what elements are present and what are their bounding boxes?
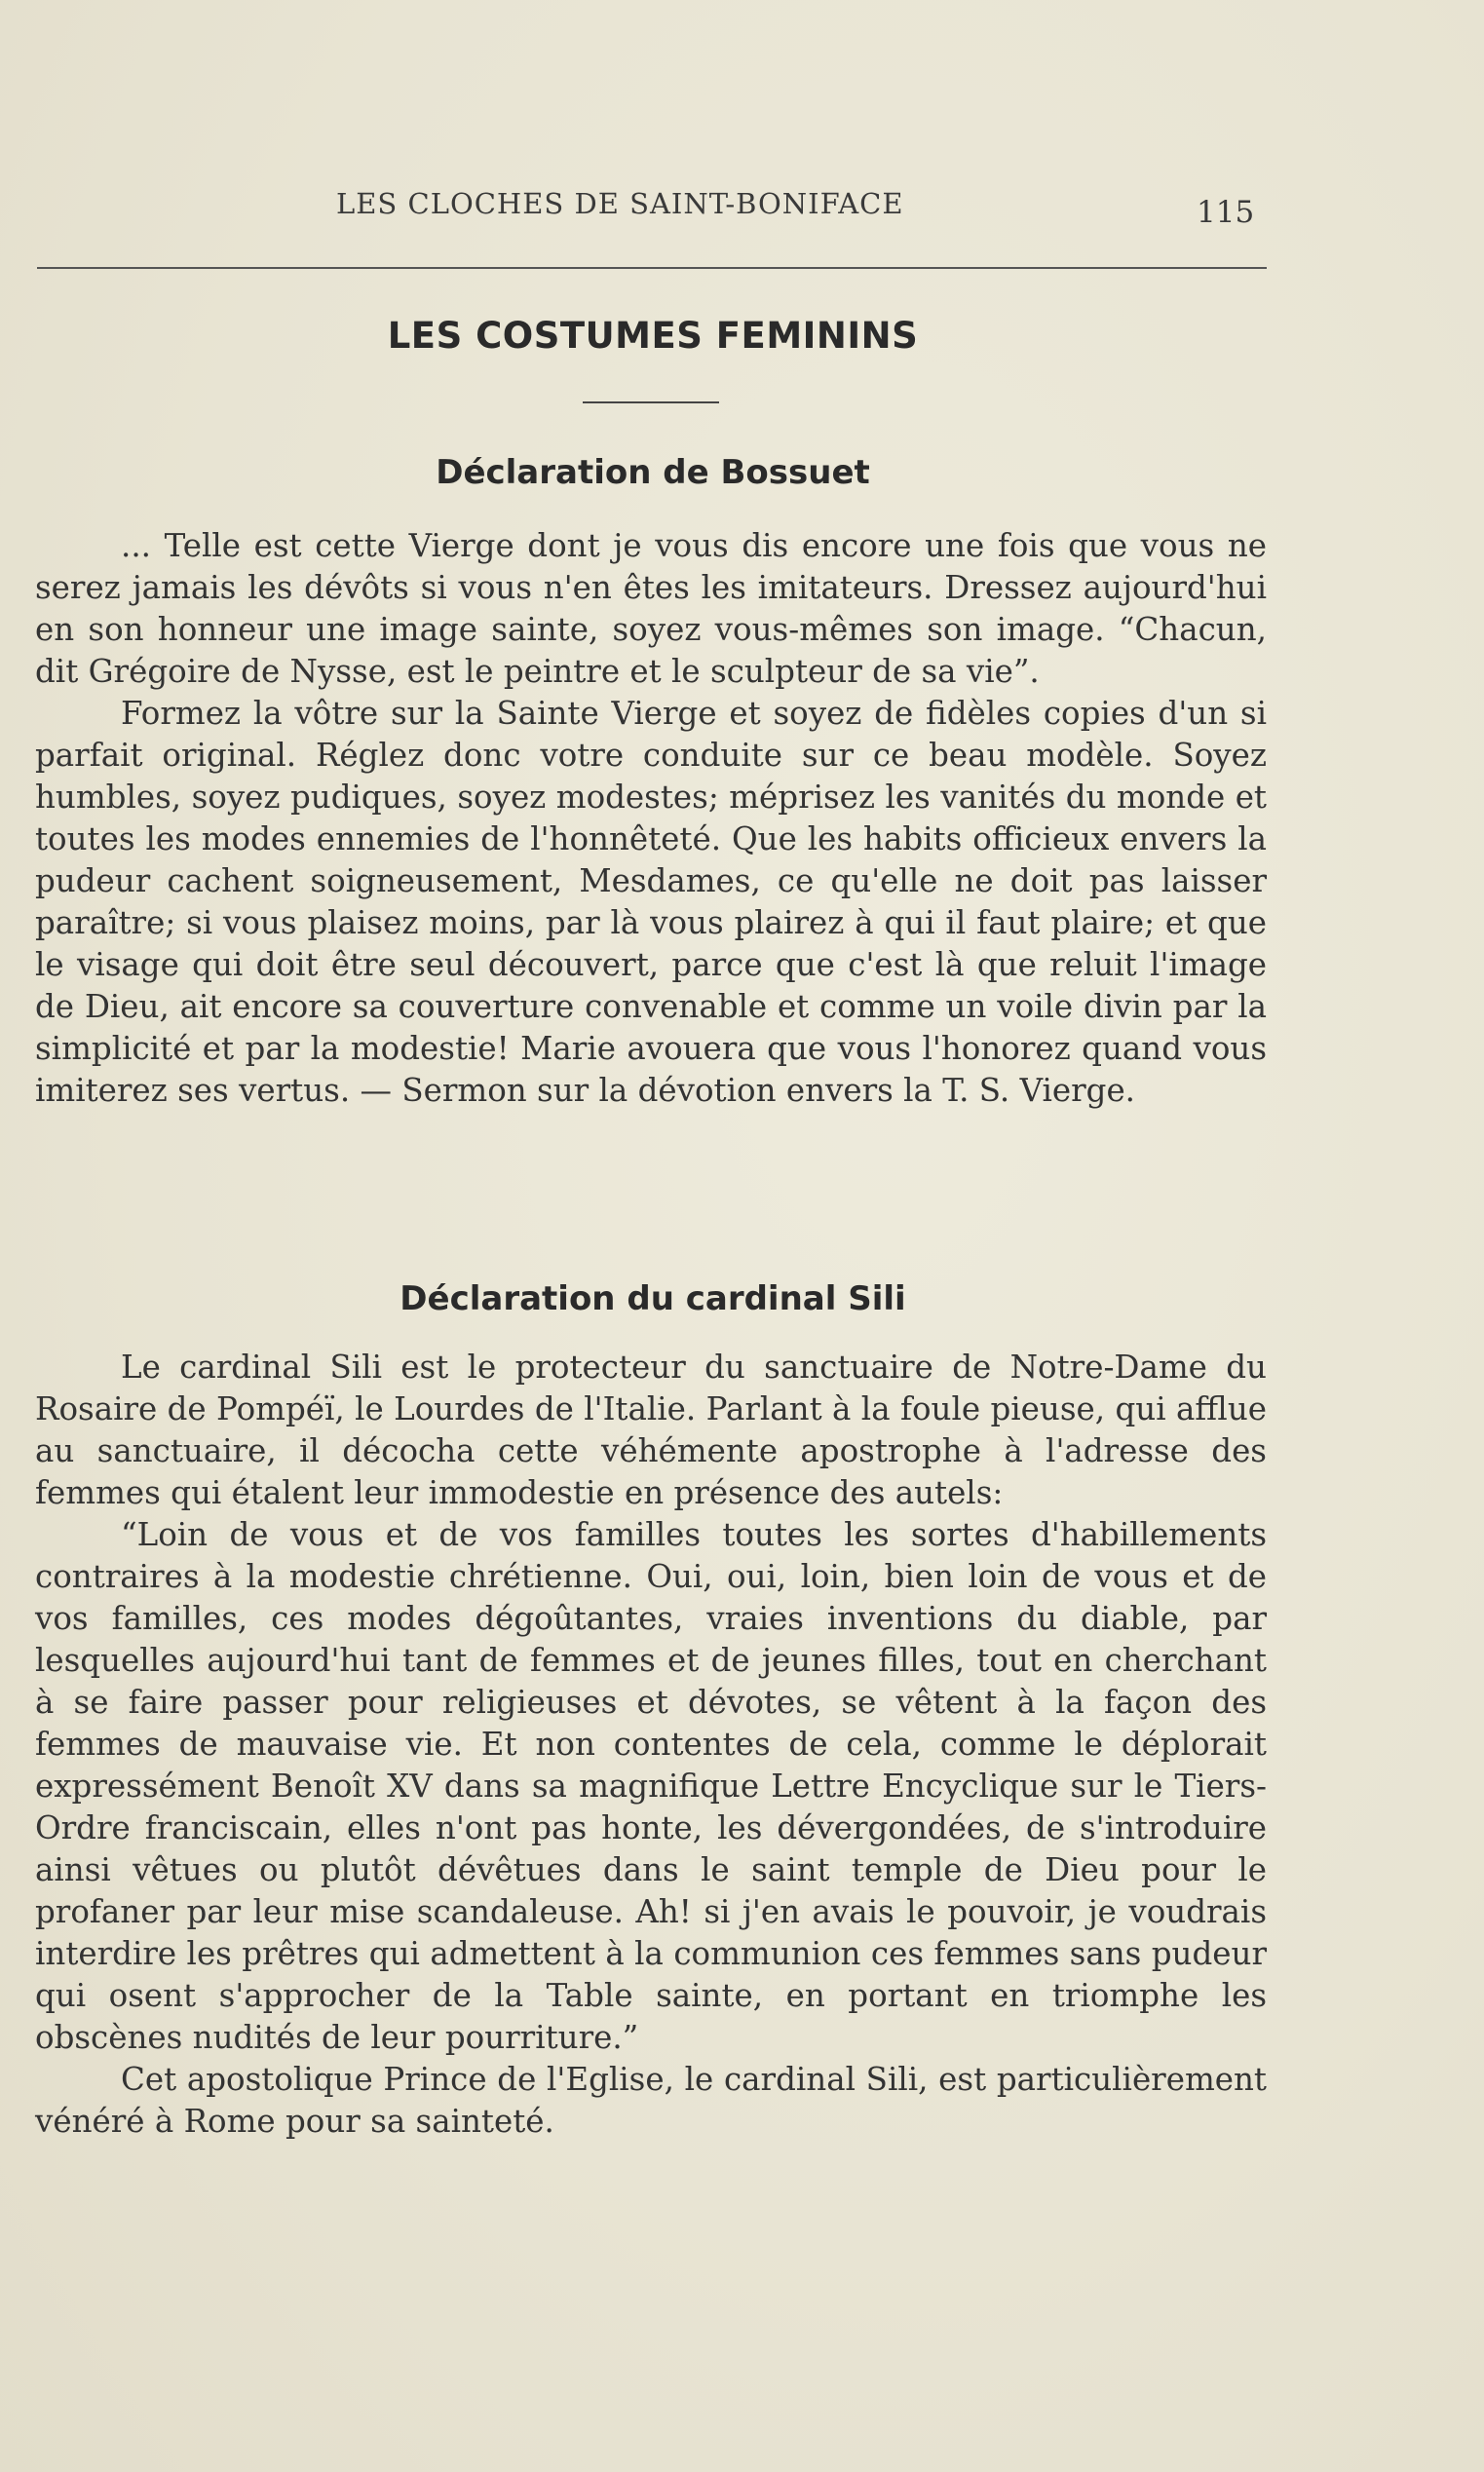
paragraph: Cet apostolique Prince de l'Eglise, le cardinal Sili, est particulièrement vénéré à Rome pour sa sainteté. [35,2061,1267,2140]
section-heading-sili: Déclaration du cardinal Sili [400,1279,906,1318]
section-body-sili [35,1347,1267,2143]
paragraph: ... Telle est cette Vierge dont je vous dis encore une fois que vous ne serez jamais les dévôts si vous n'en êtes les imitateurs. Dressez aujourd'hui en son honneur une image sainte, soyez vous-mêmes son image. “Chacun, dit Grégoire de Nysse, est le peintre et le sculpteur de sa vie”. [35,527,1267,690]
section-heading-bossuet: Déclaration de Bossuet [436,453,870,492]
header-divider [37,267,1267,269]
paragraph: Le cardinal Sili est le protecteur du sanctuaire de Notre-Dame du Rosaire de Pompéï, le Lourdes de l'Italie. Parlant à la foule pieuse, qui afflue au sanctuaire, il décocha cette véhémente apostrophe à l'adresse des femmes qui étalent leur immodestie en présence des autels: [35,1349,1267,1511]
section-body-bossuet [35,525,1267,1112]
article-title: LES COSTUMES FEMININS [387,315,919,357]
paragraph: Formez la vôtre sur la Sainte Vierge et soyez de fidèles copies d'un si parfait original. Réglez donc votre conduite sur ce beau modèle. Soyez humbles, soyez pudiques, soyez modestes; méprisez les vanités du monde et toutes les modes ennemies de l'honnêteté. Que les habits officieux envers la pudeur cachent soigneusement, Mesdames, ce qu'elle ne doit pas laisser paraître; si vous plaisez moins, par là vous plairez à qui il faut plaire; et que le visage qui doit être seul découvert, parce que c'est là que reluit l'image de Dieu, ait encore sa couverture convenable et comme un voile divin par la simplicité et par la modestie! Marie avouera que vous l'honorez quand vous imiterez ses vertus. — Sermon sur la dévotion envers la T. S. Vierge. [35,695,1267,1109]
page-number: 115 [1197,195,1255,230]
paragraph: “Loin de vous et de vos familles toutes les sortes d'habillements contraires à la modestie chrétienne. Oui, oui, loin, bien loin de vous et de vos familles, ces modes dégoûtantes, vraies inventions du diable, par lesquelles aujourd'hui tant de femmes et de jeunes filles, tout en cherchant à se faire passer pour religieuses et dévotes, se vêtent à la façon des femmes de mauvaise vie. Et non contentes de cela, comme le déplorait expressément Benoît XV dans sa magnifique Lettre Encyclique sur le Tiers-Ordre franciscain, elles n'ont pas honte, les dévergondées, de s'introduire ainsi vêtues ou plutôt dévêtues dans le saint temple de Dieu pour le profaner par leur mise scandaleuse. Ah! si j'en avais le pouvoir, je voudrais interdire les prêtres qui admettent à la communion ces femmes sans pudeur qui osent s'approcher de la Table sainte, en portant en triomphe les obscènes nudités de leur pourriture.” [35,1516,1267,2056]
running-title: LES CLOCHES DE SAINT-BONIFACE [336,187,904,220]
title-divider [583,401,719,403]
